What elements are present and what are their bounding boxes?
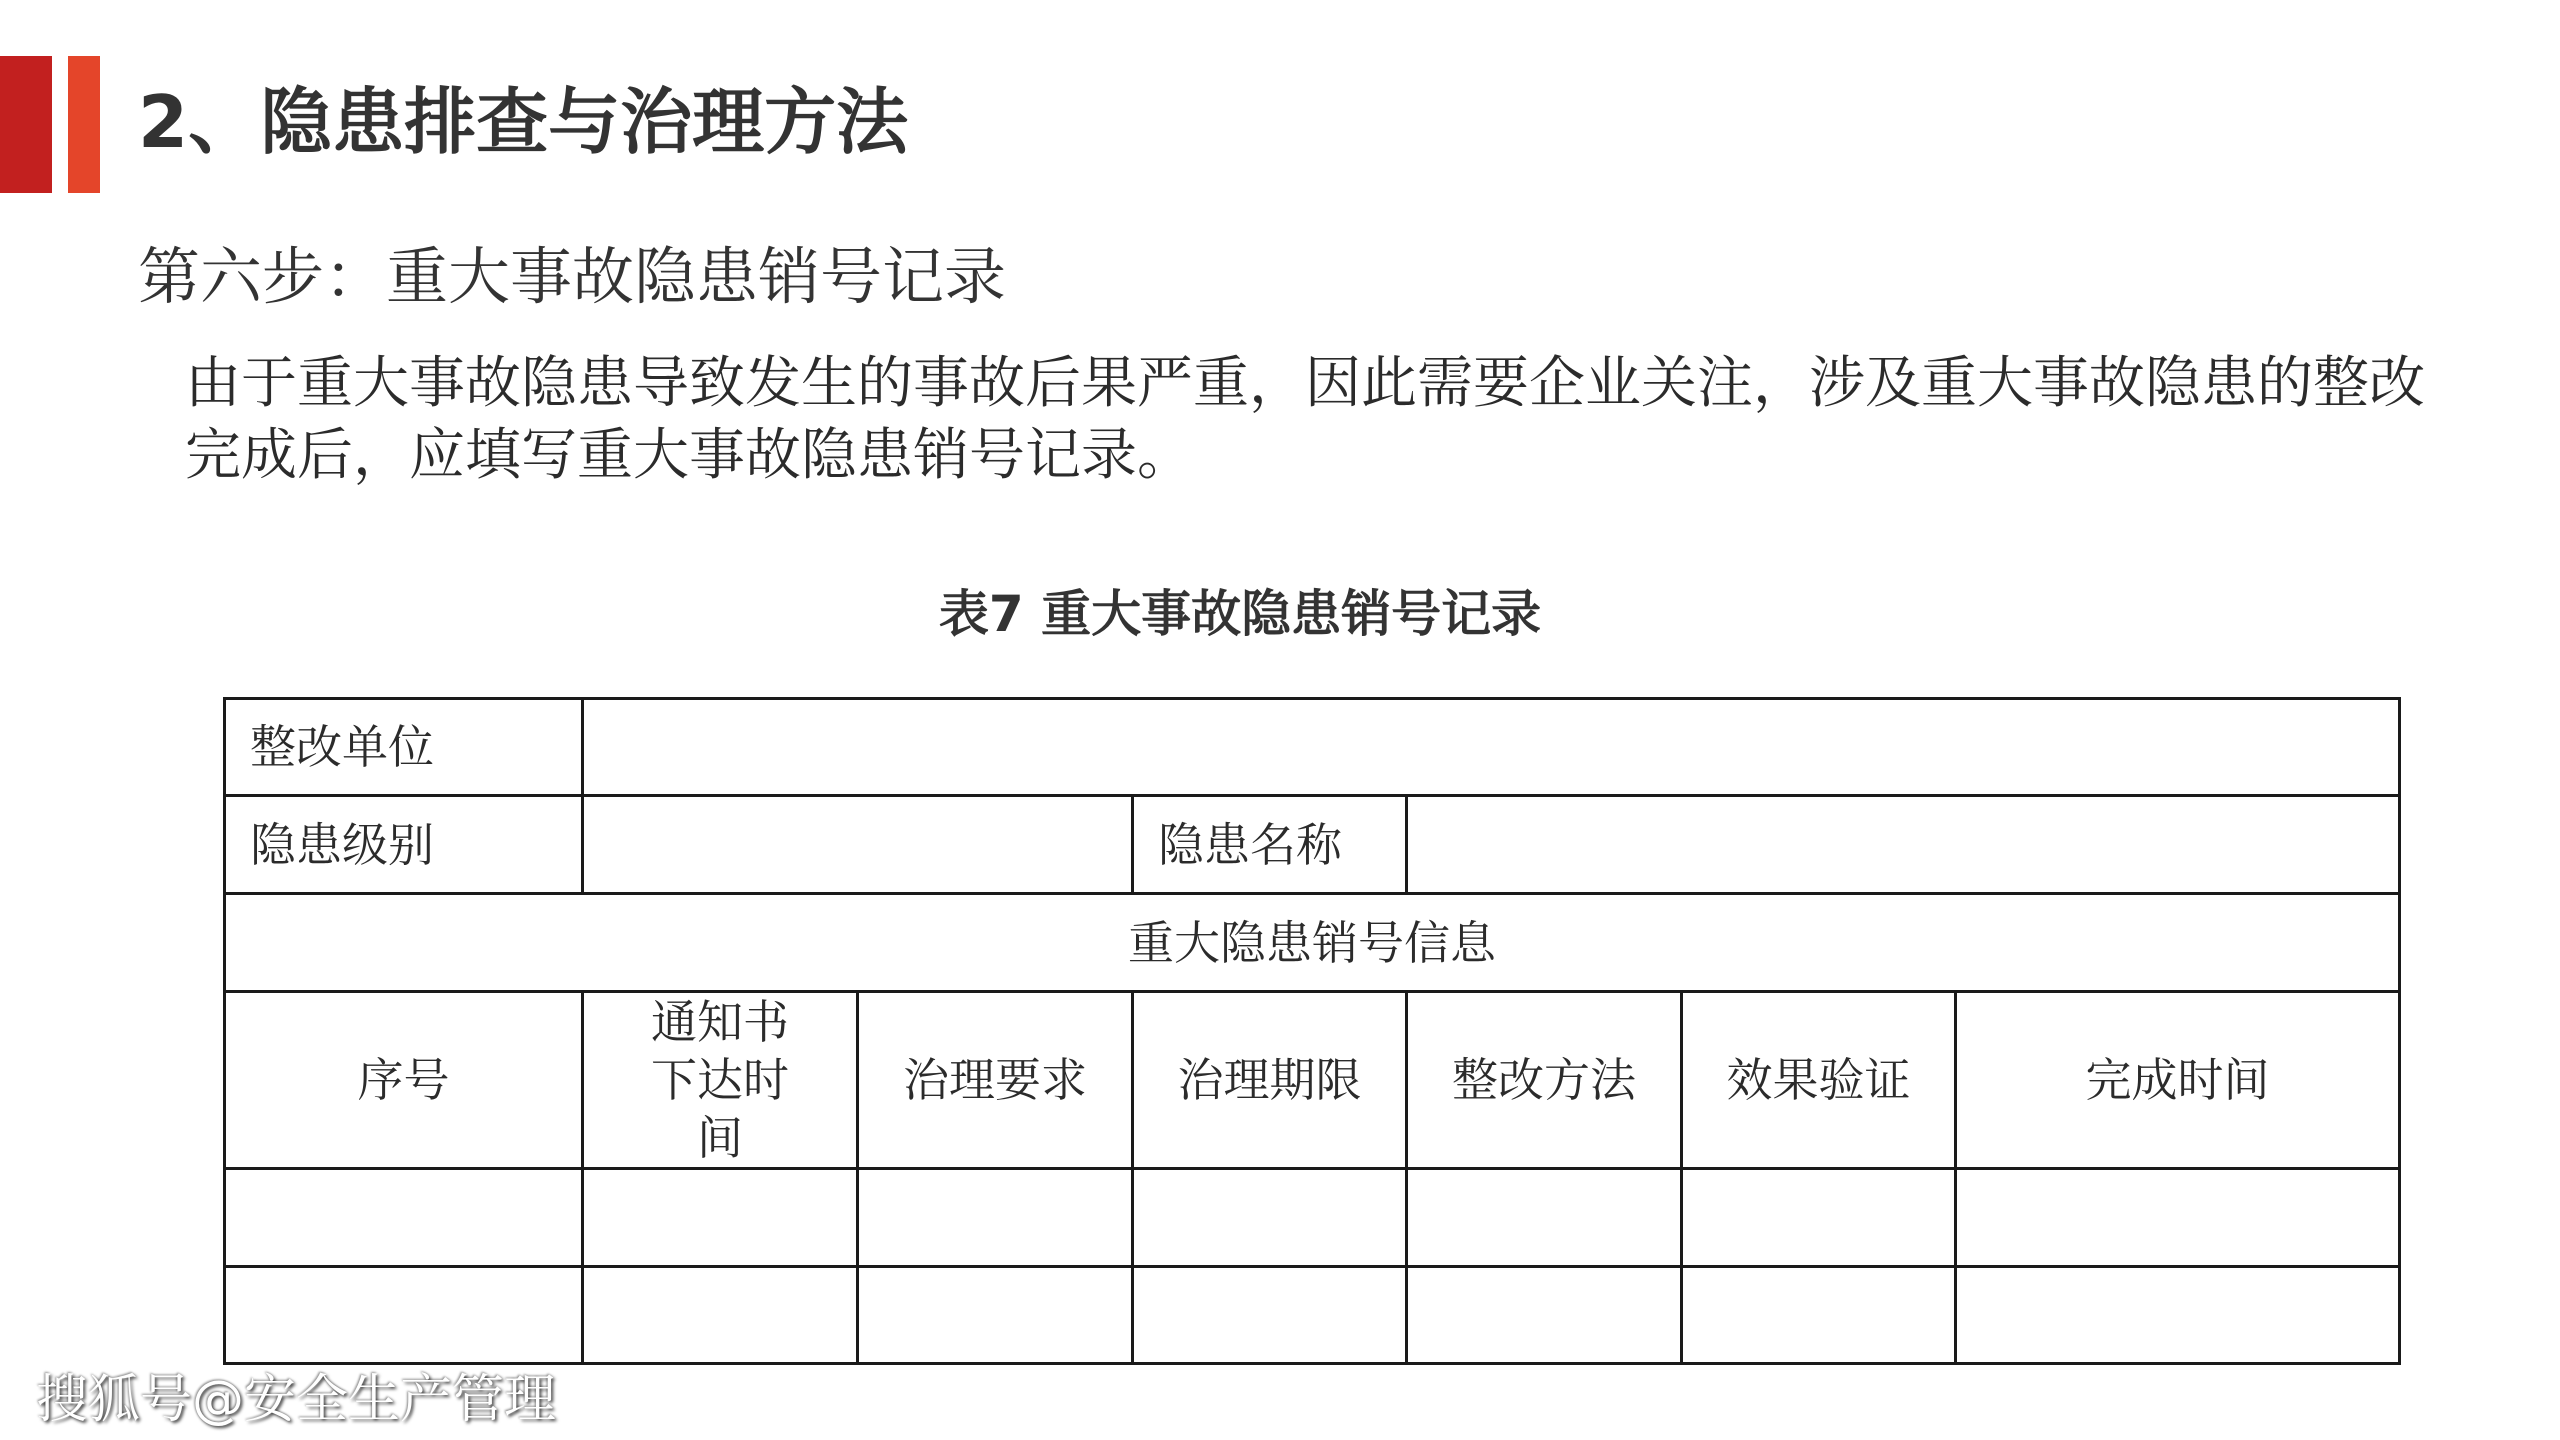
name-label-cell: 隐患名称 bbox=[1133, 796, 1407, 894]
step-heading: 第六步：重大事故隐患销号记录 bbox=[138, 240, 1007, 313]
title-accent-bar-dark bbox=[0, 56, 52, 193]
table-row bbox=[225, 1267, 2400, 1364]
level-value-cell[interactable] bbox=[583, 796, 1133, 894]
column-header: 通知书下达时间 bbox=[583, 992, 858, 1169]
table-row-level-name bbox=[225, 796, 2400, 894]
table-cell[interactable] bbox=[858, 1267, 1133, 1364]
table-cell[interactable] bbox=[1407, 1169, 1682, 1267]
hazard-closure-record-table bbox=[223, 697, 2401, 1365]
table-cell[interactable] bbox=[225, 1169, 583, 1267]
column-header: 治理期限 bbox=[1133, 992, 1407, 1169]
name-value-cell[interactable] bbox=[1407, 796, 2400, 894]
unit-value-cell[interactable] bbox=[583, 699, 2400, 796]
table-cell[interactable] bbox=[858, 1169, 1133, 1267]
table-cell[interactable] bbox=[1956, 1267, 2400, 1364]
watermark: 搜狐号@安全生产管理 bbox=[36, 1370, 557, 1430]
column-header: 整改方法 bbox=[1407, 992, 1682, 1169]
body-paragraph: 由于重大事故隐患导致发生的事故后果严重，因此需要企业关注，涉及重大事故隐患的整改完成后，应填写重大事故隐患销号记录。 bbox=[185, 351, 2425, 488]
column-header: 治理要求 bbox=[858, 992, 1133, 1169]
table-cell[interactable] bbox=[1133, 1169, 1407, 1267]
column-header: 序号 bbox=[225, 992, 583, 1169]
slide-title: 2、隐患排查与治理方法 bbox=[138, 80, 909, 164]
table-cell[interactable] bbox=[1407, 1267, 1682, 1364]
table-row bbox=[225, 1169, 2400, 1267]
section-header-cell: 重大隐患销号信息 bbox=[225, 894, 2400, 992]
table-caption: 表7 重大事故隐患销号记录 bbox=[938, 585, 1542, 643]
table-row-unit bbox=[225, 699, 2400, 796]
column-header: 效果验证 bbox=[1682, 992, 1956, 1169]
table-cell[interactable] bbox=[1682, 1267, 1956, 1364]
table-row-section-header bbox=[225, 894, 2400, 992]
table-cell[interactable] bbox=[583, 1169, 858, 1267]
unit-label-cell: 整改单位 bbox=[225, 699, 583, 796]
table-cell[interactable] bbox=[1133, 1267, 1407, 1364]
column-header: 完成时间 bbox=[1956, 992, 2400, 1169]
table-cell[interactable] bbox=[1956, 1169, 2400, 1267]
table-cell[interactable] bbox=[225, 1267, 583, 1364]
title-accent-bar-light bbox=[68, 56, 100, 193]
table-cell[interactable] bbox=[1682, 1169, 1956, 1267]
table-cell[interactable] bbox=[583, 1267, 858, 1364]
level-label-cell: 隐患级别 bbox=[225, 796, 583, 894]
table-header-row bbox=[225, 992, 2400, 1169]
